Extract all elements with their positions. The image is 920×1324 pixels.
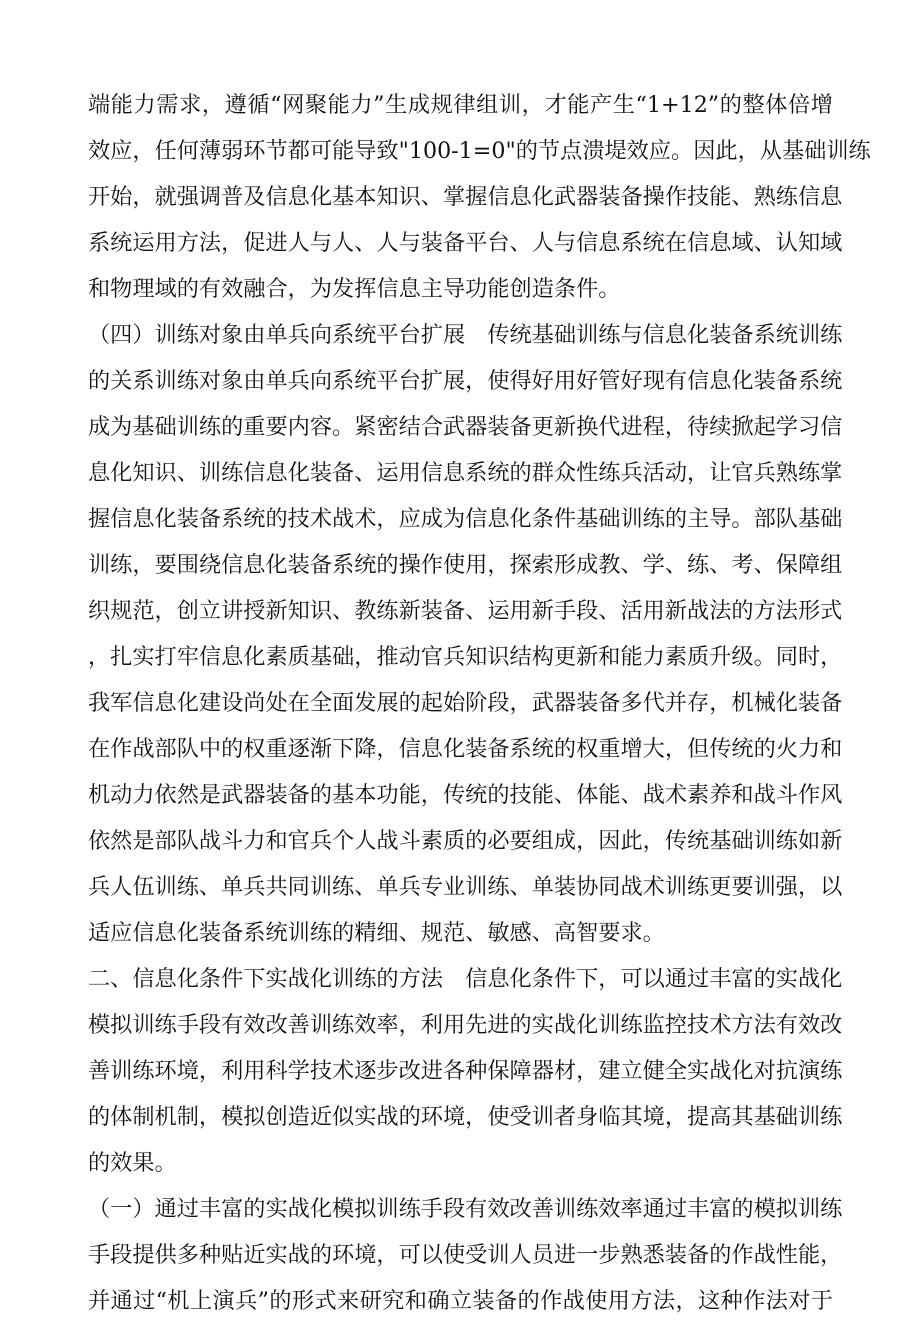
text-line: 的效果。 (88, 1150, 177, 1176)
text-line: 端能力需求，遵循“网聚能力”生成规律组训，才能产生“1+12”的整体倍增 (88, 92, 833, 118)
text-line: 的体制机制，模拟创造近似实战的环境，使受训者身临其境，提高其基础训练 (88, 1104, 843, 1130)
text-line: 织规范，创立讲授新知识、教练新装备、运用新手段、活用新战法的方法形式 (88, 598, 843, 624)
text-line: 的关系训练对象由单兵向系统平台扩展，使得好用好管好现有信息化装备系统 (88, 368, 843, 394)
section-heading-line: （一）通过丰富的实战化模拟训练手段有效改善训练效率通过丰富的模拟训练 (88, 1196, 843, 1222)
text-line: 和物理域的有效融合，为发挥信息主导功能创造条件。 (88, 276, 621, 302)
text-line: 手段提供多种贴近实战的环境，可以使受训人员进一步熟悉装备的作战性能， (88, 1242, 843, 1268)
text-line: 并通过“机上演兵”的形式来研究和确立装备的作战使用方法，这种作法对于 (88, 1288, 833, 1314)
text-line: 成为基础训练的重要内容。紧密结合武器装备更新换代进程，待续掀起学习信 (88, 414, 843, 440)
text-line: 开始，就强调普及信息化基本知识、掌握信息化武器装备操作技能、熟练信息 (88, 184, 843, 210)
text-line: 依然是部队战斗力和官兵个人战斗素质的必要组成，因此，传统基础训练如新 (88, 828, 843, 854)
text-line: 效应，任何薄弱环节都可能导致"100-1=0"的节点溃堤效应。因此，从基础训练 (88, 138, 871, 164)
text-line: 机动力依然是武器装备的基本功能，传统的技能、体能、战术素养和战斗作风 (88, 782, 843, 808)
text-line: 在作战部队中的权重逐渐下降，信息化装备系统的权重增大，但传统的火力和 (88, 736, 843, 762)
text-line: 我军信息化建设尚处在全面发展的起始阶段，武器装备多代并存，机械化装备 (88, 690, 843, 716)
text-line: 息化知识、训练信息化装备、运用信息系统的群众性练兵活动，让官兵熟练掌 (88, 460, 843, 486)
section-heading-line: （四）训练对象由单兵向系统平台扩展 传统基础训练与信息化装备系统训练 (88, 322, 843, 348)
text-line: 善训练环境，利用科学技术逐步改进各种保障器材，建立健全实战化对抗演练 (88, 1058, 843, 1084)
text-line: 模拟训练手段有效改善训练效率，利用先进的实战化训练监控技术方法有效改 (88, 1012, 843, 1038)
text-line: ，扎实打牢信息化素质基础，推动官兵知识结构更新和能力素质升级。同时， (88, 644, 843, 670)
text-line: 适应信息化装备系统训练的精细、规范、敏感、高智要求。 (88, 920, 665, 946)
text-line: 兵人伍训练、单兵共同训练、单兵专业训练、单装协同战术训练更要训强，以 (88, 874, 843, 900)
section-heading-line: 二、信息化条件下实战化训练的方法 信息化条件下，可以通过丰富的实战化 (88, 966, 843, 992)
text-line: 握信息化装备系统的技术战术，应成为信息化条件基础训练的主导。部队基础 (88, 506, 843, 532)
body-text (88, 82, 871, 1324)
text-line: 系统运用方法，促进人与人、人与装备平台、人与信息系统在信息域、认知域 (88, 230, 843, 256)
text-line: 训练，要围绕信息化装备系统的操作使用，探索形成教、学、练、考、保障组 (88, 552, 843, 578)
